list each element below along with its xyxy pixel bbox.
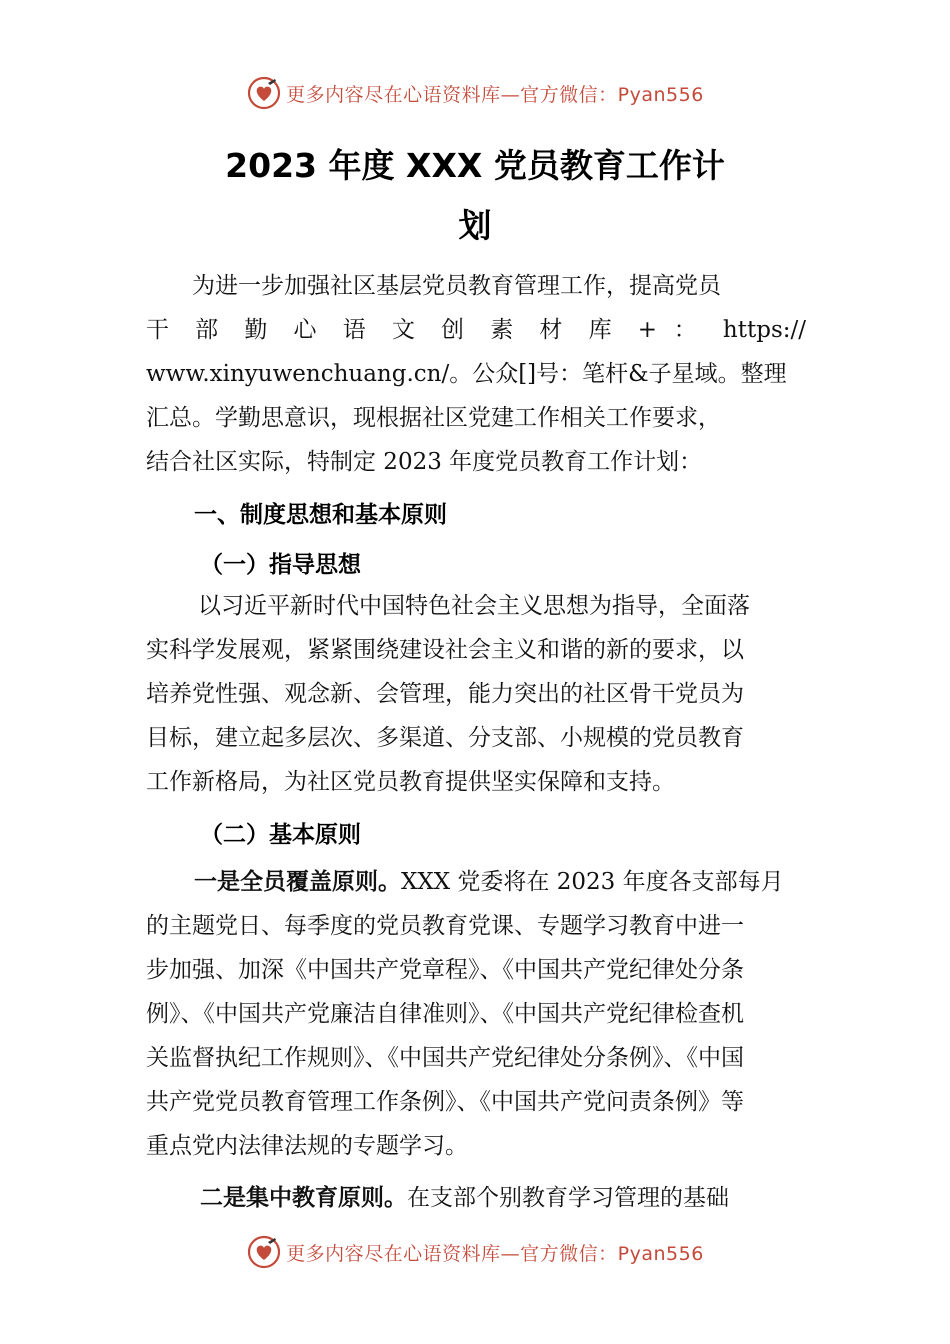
- heart-pen-logo-icon: [246, 75, 282, 111]
- banner-text: 更多内容尽在心语资料库—官方微信：Pyan556: [286, 83, 704, 106]
- sub1-heading: （一）指导思想: [200, 552, 361, 578]
- intro-line: 汇总。学勤思意识，现根据社区党建工作相关工作要求，: [146, 405, 721, 431]
- intro-line: 结合社区实际，特制定 2023 年度党员教育工作计划：: [146, 449, 703, 475]
- heart-pen-logo-icon: [246, 1234, 282, 1270]
- body-line: 实科学发展观，紧紧围绕建设社会主义和谐的新的要求，以: [146, 637, 744, 663]
- body-line: 以习近平新时代中国特色社会主义思想为指导，全面落: [198, 593, 750, 619]
- principle2-lead: 二是集中教育原则。: [200, 1185, 407, 1211]
- body-line: 重点党内法律法规的专题学习。: [146, 1133, 468, 1159]
- body-line: 培养党性强、观念新、会管理，能力突出的社区骨干党员为: [146, 681, 744, 707]
- wechat-id: Pyan556: [617, 83, 704, 106]
- header-banner: [0, 73, 950, 113]
- principle2-paragraph: [146, 1176, 806, 1220]
- body-line: 一是全员覆盖原则。XXX 党委将在 2023 年度各支部每月: [194, 869, 784, 895]
- document-title-line2: 划: [458, 206, 492, 245]
- body-line: 二是集中教育原则。在支部个别教育学习管理的基础: [200, 1185, 729, 1211]
- intro-line: 为进一步加强社区基层党员教育管理工作，提高党员: [192, 273, 721, 299]
- body-line: 步加强、加深《中国共产党章程》、《中国共产党纪律处分条: [146, 957, 744, 983]
- body-line: 关监督执纪工作规则》、《中国共产党纪律处分条例》、《中国: [146, 1045, 744, 1071]
- body-line: 例》、《中国共产党廉洁自律准则》、《中国共产党纪律检查机: [146, 1001, 744, 1027]
- footer-banner: [0, 1232, 950, 1272]
- intro-paragraph: [146, 264, 806, 484]
- document-title-line1: 2023 年度 XXX 党员教育工作计: [225, 146, 725, 185]
- guiding-thought-paragraph: [146, 584, 806, 804]
- body-line: 的主题党日、每季度的党员教育党课、专题学习教育中进一: [146, 913, 744, 939]
- body-line: 目标，建立起多层次、多渠道、分支部、小规模的党员教育: [146, 725, 744, 751]
- wechat-id: Pyan556: [617, 1242, 704, 1265]
- section1-heading: 一、制度思想和基本原则: [194, 502, 447, 528]
- intro-line: 干 部 勤 心 语 文 创 素 材 库 + ： https://: [146, 317, 806, 343]
- body-line: 共产党党员教育管理工作条例》、《中国共产党问责条例》等: [146, 1089, 744, 1115]
- intro-line: www.xinyuwenchuang.cn/。公众[]号：笔杆&子星域。整理: [146, 361, 787, 387]
- banner-text: 更多内容尽在心语资料库—官方微信：Pyan556: [286, 1242, 704, 1265]
- principle1-lead: 一是全员覆盖原则。: [194, 869, 401, 895]
- principle1-paragraph: [146, 860, 806, 1168]
- sub2-heading: （二）基本原则: [200, 822, 361, 848]
- body-line: 工作新格局，为社区党员教育提供坚实保障和支持。: [146, 769, 675, 795]
